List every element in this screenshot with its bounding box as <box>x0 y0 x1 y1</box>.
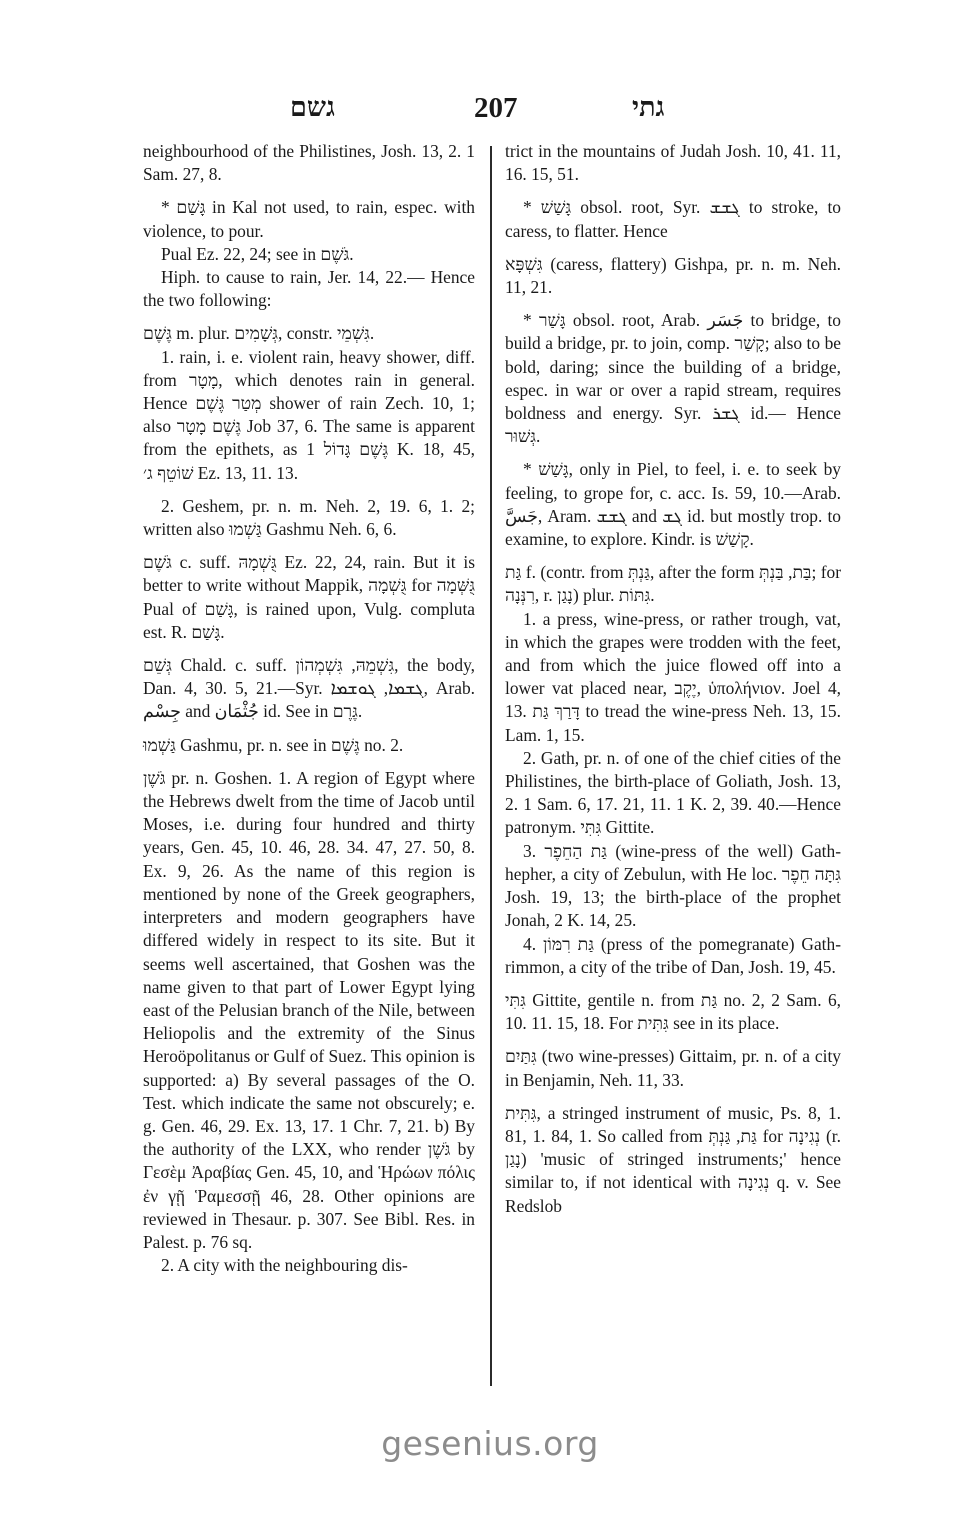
entry-text: 2. A city with the neighbouring dis- <box>161 1255 408 1276</box>
header-left-word: גשם <box>290 92 335 122</box>
entry-text: גִּתִּי Gittite, gentile n. from גַּת no. 2, 2 Sam. 6, 10. 11. 15, 18. For גִּתִּית see in its place. <box>505 989 841 1034</box>
entry-text: * גָּשַׁר obsol. root, Arab. جَسَر to bridge, to build a bridge, pr. to join, comp. קָשַׁר; also to be bold, daring; since the building of a bridge, espec. in war or over a rapid stream, requires boldness and energy. Syr. ܓܫܪ id.— Hence גְּשׁוּר. <box>505 310 842 447</box>
entry-text: 1. a press, wine-press, or rather trough, vat, in which the grapes were trodden with the feet, and from which the juice flowed off into a lower vat placed near, יֶקֶב, ὑπολήνιον. Joel 4, 13. דָּרַךְ גַּת to tread the wine-press Neh. 13, 15. Lam. 1, 15. <box>505 608 842 745</box>
entry-text: * גָּשַׁם in Kal not used, to rain, espec. with violence, to pour. <box>143 197 475 241</box>
header-right-word: גתי <box>632 92 665 122</box>
entry-text: 2. Gath, pr. n. of one of the chief cities of the Philistines, the birth-place of Goliath, Josh. 13, 2. 1 Sam. 6, 17. 21, 11. 1 K. 2, 39. 40.—Hence patronym. גִּתִּי Gittite. <box>505 747 841 838</box>
entry-text: גִּתַּיִם (two wine-presses) Gittaim, pr. n. of a city in Benjamin, Neh. 11, 33. <box>505 1046 841 1090</box>
entry-text: גֶּשֶׁם m. plur. גְּשָׁמִים, constr. גִּשְׁמֵי. <box>143 323 375 344</box>
entry-text: Hiph. to cause to rain, Jer. 14, 22.— Hence the two following: <box>143 267 475 311</box>
entry-text: * גָּשַׁשׁ obsol. root, Syr. ܓܫܫ to stroke, to caress, to flatter. Hence <box>505 197 841 241</box>
entry-text: Pual Ez. 22, 24; see in גֹּשֶׁם. <box>161 243 354 264</box>
entry-text: גַּת f. (contr. from גַּנְתְּ, after the form בַּת, בַּנְתְּ; for רִנְּנָה, r. נָגַן) plur. גִּתּוֹת. <box>505 562 841 606</box>
entry-text: * גָּשַׁשׁ, only in Piel, to feel, i. e. to seek by feeling, to grope for, c. acc. Is. 59, 10.—Arab. جَسَّ, Aram. ܓܫܫ and ܓܫ id. but mostly trop. to examine, to explore. Kindr. is קָשַׁשׁ. <box>505 459 841 550</box>
left-column <box>143 140 475 1277</box>
entry-text: גֹּשֶׁן pr. n. Goshen. 1. A region of Egypt where the Hebrews dwelt from the time of Jacob until Moses, i.e. during four hundred and thirty years, Gen. 45, 10. 46, 28. 34. 47, 27. 50, 8. Ex. 9, 26. As the name of this region is mentioned by none of the Greek geographers, interpreters and modern geographers have differed widely in respect to its site. But it seems well ascertained, that Goshen was the name given to that part of Lower Egypt lying east of the Pelusian branch of the Nile, between Heliopolis and the extremity of the Sinus Heroöpolitanus or Gulf of Suez. This opinion is supported: a) By several passages of the O. Test. which indicate the same not obscurely; e. g. Gen. 46, 29. Ex. 13, 17. 1 Chr. 7, 21. b) By the authority of the LXX, who render גֹּשֶׁן by Γεσὲμ Ἀραβίας Gen. 45, 10, and Ἡρώων πόλις ἐν γῇ Ῥαμεσσῇ 46, 28. Other opinions are reviewed in Thesaur. p. 307. See Bibl. Res. in Palest. p. 76 sq. <box>143 767 476 1252</box>
entry-text: 4. גַּת רִמּוֹן (press of the pomegranate) Gath-rimmon, a city of the tribe of Dan, Josh. 19, 45. <box>505 933 841 977</box>
entry-text: גִּשְׁפָּא (caress, flattery) Gishpa, pr. n. m. Neh. 11, 21. <box>505 253 841 298</box>
entry-text: גִּתִּית, a stringed instrument of music, Ps. 8, 1. 81, 1. 84, 1. So called from גַּת, גַּנְתְּ for נְגִינָה (r. נָגַן) 'music of stringed instruments;' hence similar to, if not identical with נְגִינָה q. v. See Redslob <box>505 1102 841 1216</box>
entry-text: גְּשֵׁם Chald. c. suff. גִּשְׁמֵהּ, גִּשְׁמְהוֹן, the body, Dan. 4, 30. 5, 21.—Syr. ܓܫܡܐ, ܓܘܫܡܐ, Arab. جِسْم and جُثْمَان id. See in גֶּרֶם. <box>143 655 476 722</box>
entry-text: גַּשְׁמוּ Gashmu, pr. n. see in גֶּשֶׁם no. 2. <box>143 734 404 755</box>
entry-text: גֹּשֶׁם c. suff. גֻּשְׁמָהּ Ez. 22, 24, rain. But it is better to write without Mappik, גֻּשְׁמָה for גֻּשְּׁמָה Pual of גָּשַׁם, is rained upon, Vulg. compluta est. R. גָּשַׁם. <box>143 552 476 642</box>
entry-text: 2. Geshem, pr. n. m. Neh. 2, 19. 6, 1. 2; written also גַּשְׁמוּ Gashmu Neh. 6, 6. <box>143 495 475 540</box>
page-number: 207 <box>474 92 518 124</box>
column-divider <box>490 146 492 1386</box>
right-column <box>505 140 841 1218</box>
entry-text: 1. rain, i. e. violent rain, heavy shower, diff. from מָטָר, which denotes rain in general. Hence מְטַר גֶּשֶׁם shower of rain Zech. 10, 1; also גֶּשֶׁם מָטָר Job 37, 6. The same is apparent from the epithets, as גֶּשֶׁם גָּדוֹל 1 K. 18, 45, שׁוֹטֵף ג׳ Ez. 13, 11. 13. <box>143 346 475 483</box>
site-watermark: gesenius.org <box>381 1424 599 1463</box>
entry-text: neighbourhood of the Philistines, Josh. 13, 2. 1 Sam. 27, 8. <box>143 141 475 185</box>
entry-text: 3. גַּת הַחֵפֶר (wine-press of the well) Gath-hepher, a city of Zebulun, with He loc. גִּתָּה חֵפֶר Josh. 19, 13; the birth-place of the prophet Jonah, 2 K. 14, 25. <box>505 840 842 931</box>
entry-text: trict in the mountains of Judah Josh. 10, 41. 11, 16. 15, 51. <box>505 141 841 185</box>
